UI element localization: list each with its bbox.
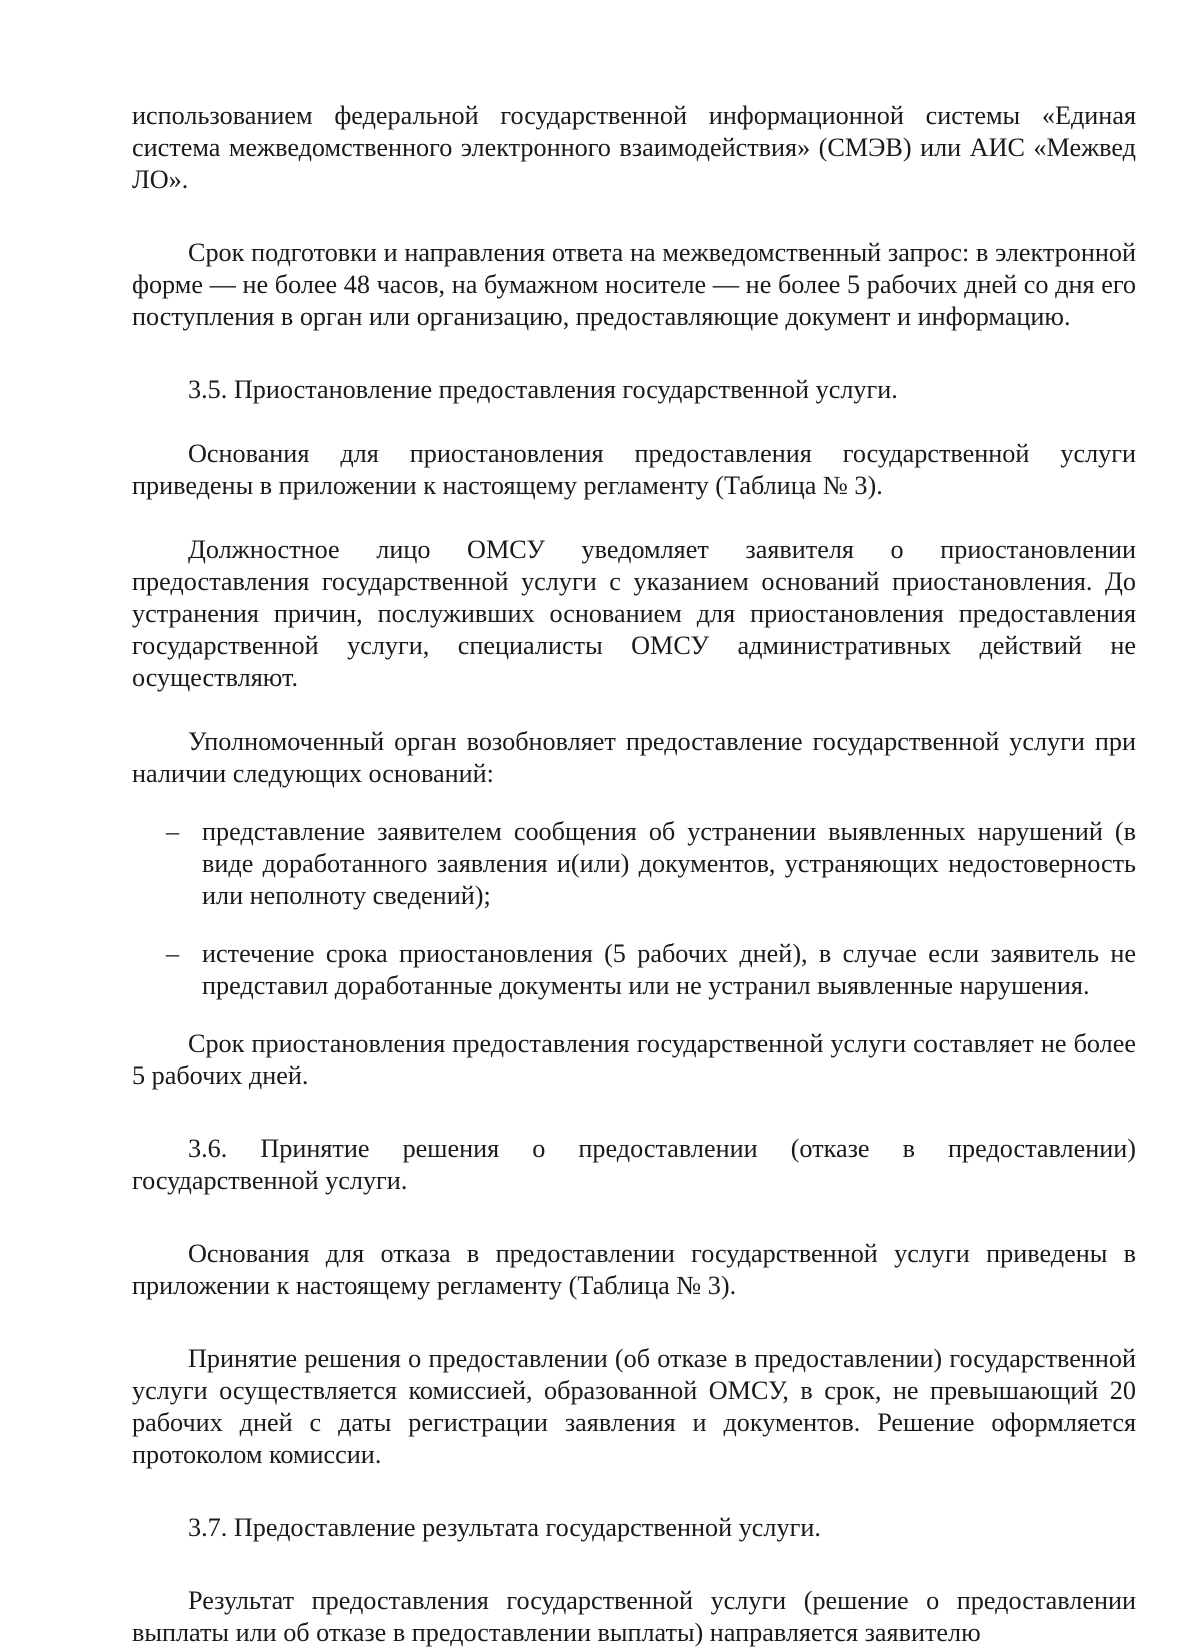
paragraph-official-notifies: Должностное лицо ОМСУ уведомляет заявителя о приостановлении предоставления государственной услуги с указанием оснований приостановления. До устранения причин, послуживших основанием для приостановления предоставления государственной услуги, специалисты ОМСУ административных действий не осуществляют. [132, 535, 1136, 692]
list-item-text: истечение срока приостановления (5 рабочих дней), в случае если заявитель не представил доработанные документы или не устранил выявленные нарушения. [202, 939, 1136, 1000]
paragraph-suspension-term: Срок приостановления предоставления государственной услуги составляет не более 5 рабочих дней. [132, 1029, 1136, 1090]
section-heading-3-5: 3.5. Приостановление предоставления государственной услуги. [188, 375, 898, 404]
document-body [132, 100, 1136, 1649]
paragraph-resumption: Уполномоченный орган возобновляет предоставление государственной услуги при наличии следующих оснований: [132, 727, 1136, 788]
paragraph-refusal-grounds: Основания для отказа в предоставлении государственной услуги приведены в приложении к настоящему регламенту (Таблица № 3). [132, 1239, 1136, 1300]
paragraph-result-delivery: Результат предоставления государственной услуги (решение о предоставлении выплаты или об отказе в предоставлении выплаты) направляется заявителю [132, 1586, 1136, 1647]
list-item-text: представление заявителем сообщения об устранении выявленных нарушений (в виде доработанного заявления и(или) документов, устраняющих недостоверность или неполноту сведений); [202, 817, 1136, 910]
section-heading-3-7: 3.7. Предоставление результата государственной услуги. [188, 1513, 821, 1542]
list-item [132, 816, 1136, 912]
paragraph-suspension-grounds: Основания для приостановления предоставления государственной услуги приведены в приложении к настоящему регламенту (Таблица № 3). [132, 439, 1136, 500]
paragraph-decision-commission: Принятие решения о предоставлении (об отказе в предоставлении) государственной услуги осуществляется комиссией, образованной ОМСУ, в срок, не превышающий 20 рабочих дней с даты регистрации заявления и документов. Решение оформляется протоколом комиссии. [132, 1344, 1136, 1469]
paragraph-response-deadline: Срок подготовки и направления ответа на межведомственный запрос: в электронной форме — не более 48 часов, на бумажном носителе — не более 5 рабочих дней со дня его поступления в орган или организацию, предоставляющие документ и информацию. [132, 238, 1136, 331]
resumption-grounds-list [132, 816, 1136, 1002]
section-heading-3-6: 3.6. Принятие решения о предоставлении (отказе в предоставлении) государственной услуги. [132, 1134, 1136, 1195]
dash-bullet: – [166, 939, 180, 968]
dash-bullet: – [166, 817, 180, 846]
paragraph-smev: использованием федеральной государственной информационной системы «Единая система межведомственного электронного взаимодействия» (СМЭВ) или АИС «Межвед ЛО». [132, 101, 1136, 194]
list-item [132, 938, 1136, 1002]
